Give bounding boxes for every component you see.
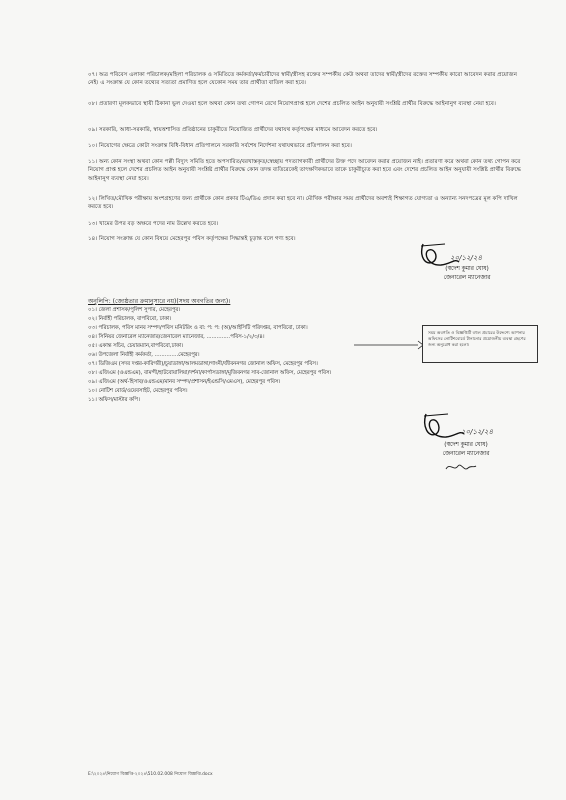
clause-07: ০৭। অত্র পবিবেস এলাকা পরিচালক/মহিলা পরিচালক ও সমিতিতে কর্মকর্তা/কর্মচারীদের স্বামী/স্ত্রীসহ রক্তের সম্পর্কীয় কেউ অথবা তাদের স্বামী/স্ত্রীদের রক্তের সম্পর্কীয় কারো আবেদন করার প্রয়োজন নেই। এ সংক্রান্ত যে কোন তথ্যের সত্যতা প্রমাণিত হলে যেকোন সময় তার প্রার্থীতা বাতিল করা হবে। [88,72,519,87]
copy-heading: অনুলিপি: (জ্যেষ্ঠতার ক্রমানুসারে নয়)(সদয় অবগতির জন্য)। [88,298,231,305]
clause-10: ১০। নিয়োগের ক্ষেত্রে কোটা সংক্রান্ত বিধি-বিধান প্রতিপালনে সরকারি সর্বশেষ নির্দেশনা যথাযথভাবে প্রতিপালন করা হবে। [88,143,352,149]
signature-block-bottom [418,441,514,459]
footer-file-path: E:\২০২৪\নিয়োগ বিজ্ঞপ্তি-২০২৪\510.02.008 নিয়োগ বিজ্ঞপ্তি.docx [88,772,213,777]
arrow-icon [352,339,424,351]
clause-09: ০৯। সরকারি, আধা-সরকারি, স্বায়ত্তশাসিত প্রতিষ্ঠানের চাকুরীতে নিয়োজিত প্রার্থীদের যথাযথ কর্তৃপক্ষের মাধ্যমে আবেদন করতে হবে। [88,127,378,133]
signatory-title: জেনারেল ম্যানেজার [443,275,491,281]
clause-08: ০৮। প্রতারণা মূলকভাবে স্থায়ী ঠিকানা ভুল দেওয়া হলে অথবা কোন তথ্য গোপন রেখে নিয়োগপ্রাপ্ত হলে দেশের প্রচলিত আইন অনুযায়ী সংশ্লিষ্ট প্রার্থীর বিরুদ্ধে আইনানুগ ব্যবস্থা নেয়া হবে। [88,101,496,107]
clause-14: ১৪। নিয়োগ সংক্রান্ত যে কোন বিষয়ে মেহেরপুর পবিস কর্তৃপক্ষের সিদ্ধান্তই চূড়ান্ত বলে গণ্য হবে। [88,236,296,242]
signature-block-top [412,265,522,283]
copy-item: ০২। নির্বাহী পরিচালক, বাপবিবো, ঢাকা। [88,316,172,322]
note-box [422,325,538,363]
copy-item: ০৭। ডিজিএম (সদর দপ্তর-কারিগরী)/চুয়াডাঙ্গা/আলমডাঙ্গা/গাংনী/জীবননগর জোনাল অফিস, মেহেরপুর পবিস। [88,361,318,367]
copy-item: ০৫। একান্ত সচিব, চেয়ারম্যান,বাপবিবো,ঢাকা। [88,343,184,349]
copy-item: ০৬। উপজেলা নির্বাহী কর্মকর্তা, ..............মেহেরপুর। [88,352,200,358]
copy-item: ১১। অফিস/মাস্টার কপি। [88,397,140,403]
signature-date-top: ২০/১২/২৪ [449,254,482,262]
copy-item: ১০। নোটিশ বোর্ড/ওয়েবসাইট, মেহেরপুর পবিস। [88,388,188,394]
signatory-name: (স্বদেশ কুমার ঘোষ) [445,266,489,272]
note-text: সময় অবগতি ও বিজ্ঞপ্তিটি বহুল প্রচারের উদ্দেশ্যে আপনার অফিসের নোটিশবোর্ডে টানানোর প্রয়োজনীয় ব্যবস্থা গ্রহণের জন্য অনুরোধ করা হলো। [428,330,526,348]
copy-item: ০৪। সিনিয়র জেনারেল ম্যানেজার/জেনারেল ম্যানেজার, ..............পবিস-১/২/৩/৪। [88,334,265,340]
copy-item: ০৯। এজিএম (অর্থ-হিসাব/ওএন্ডএম/মানব সম্পদ/প্রশাসন/ইএন্ডসি/এমএস), মেহেরপুর পবিস। [88,379,281,385]
clause-11: ১১। অন্য কোন সংস্থা অথবা কোন পল্লী বিদ্যুৎ সমিতি হতে অপসারিত/বরখাস্তকৃত/স্বেচ্ছায় পদত্যাগকারী প্রার্থীদের উক্ত পদে আবেদন করার প্রয়োজন নাই। প্রতারণা করে অথবা কোন তথ্য গোপন করে নিয়োগ প্রাপ্ত হলে দেশের প্রচলিত আইন অনুযায়ী সংশ্লিষ্ট প্রার্থীর বিরুদ্ধে কোন তদন্ত ব্যতিরেকেই তাৎক্ষণিকভাবে তাকে চাকুরীচ্যুত করা হবে এবং দেশের প্রচলিত আইন অনুযায়ী সংশ্লিষ্ট প্রার্থীর বিরুদ্ধে আইনানুগ ব্যবস্থা নেয়া হবে। [88,159,523,182]
copy-item: ০৮। এজিএম (ওএন্ডএম), বামন্দী/হাটবোয়ালিয়া/দর্শনা/কার্পাসডাঙ্গা/মুজিবনগর সাব-জোনাল অফিস, মেহেরপুর পবিস। [88,370,332,376]
signature-bottom [418,410,513,444]
signature-date-bottom: ২০/১২/২৪ [460,428,493,436]
signatory-name: (স্বদেশ কুমার ঘোষ) [444,442,488,448]
copy-item: ০৩। পরিচালক, পবিস মানব সম্পদ/পবিস মনিটরিং ও বা: প: প: (অ)/আইসিটি পরিদপ্তর, বাপবিবো, ঢাকা। [88,325,308,331]
clause-12: ১২। লিখিত/মৌখিক পরীক্ষায় অংশগ্রহণের জন্য প্রার্থীকে কোন প্রকার টিএ/ডিএ প্রদান করা হবে না। মৌখিক পরীক্ষার সময় প্রার্থীদের অবশ্যই শিক্ষাগত যোগ্যতা ও অন্যান্য সনদপত্রের মূল কপি দাখিল করতে হবে। [88,196,520,211]
initials-mark [444,460,478,474]
copy-item: ০১। জেলা প্রশাসক/পুলিশ সুপার, মেহেরপুর। [88,307,181,313]
clause-13: ১৩। খামের উপর বড় অক্ষরে পদের নাম উল্লেখ করতে হবে। [88,221,219,227]
signatory-title: জেনারেল ম্যানেজার [442,451,490,457]
